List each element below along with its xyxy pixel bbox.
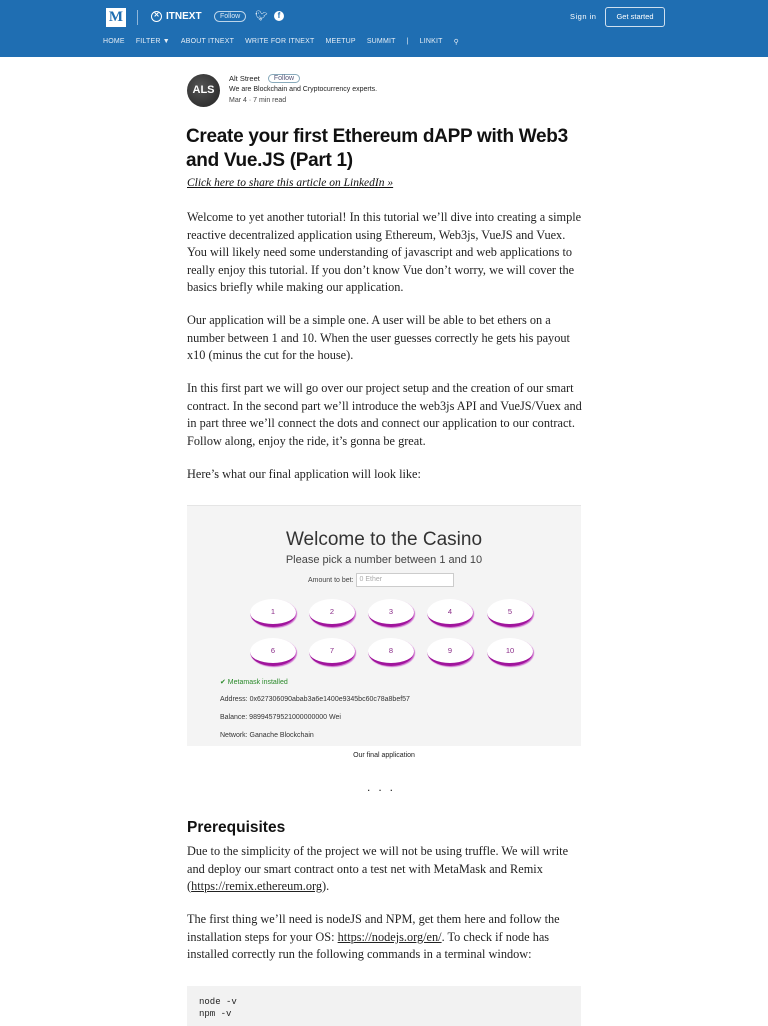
code-line: node -v xyxy=(199,997,237,1007)
network-text: Network: Ganache Blockchain xyxy=(220,732,314,739)
itnext-logo-icon: ✕ xyxy=(151,11,162,22)
number-button: 10 xyxy=(487,638,533,666)
author-description: We are Blockchain and Cryptocurrency experts. xyxy=(229,86,378,93)
address-text: Address: 0x627306090abab3a6e1400e9345bc60c78a8bef57 xyxy=(220,696,410,703)
bet-row xyxy=(308,573,454,587)
follow-publication-button[interactable]: Follow xyxy=(214,11,246,22)
number-button: 4 xyxy=(427,599,473,627)
text: The first thing we’ll need is nodeJS and NPM, get them here and follow the installation steps for your OS: xyxy=(187,912,560,944)
balance-text: Balance: 98994579521000000000 Wei xyxy=(220,714,341,721)
number-button: 7 xyxy=(309,638,355,666)
code-line: npm -v xyxy=(199,1009,232,1019)
sign-in-link[interactable]: Sign in xyxy=(570,12,597,21)
paragraph xyxy=(187,843,583,896)
text: ). xyxy=(322,879,330,894)
number-button: 2 xyxy=(309,599,355,627)
follow-author-button[interactable]: Follow xyxy=(268,74,300,83)
metamask-status: ✔ Metamask installed xyxy=(220,679,288,686)
paragraph: Welcome to yet another tutorial! In this tutorial we’ll dive into creating a simple reactive decentralized application using Ethereum, Web3js, VueJS and Vuex. You will likely need some understanding of javascript and web applications to really enjoy this tutorial. If you don’t know Vue don’t worry, we will cover the basics briefly while making our application. xyxy=(187,210,582,295)
text: . To check if node has installed correctly run the following commands in a terminal window: xyxy=(187,929,550,962)
publication-brand[interactable] xyxy=(151,11,202,22)
linkedin-share-link[interactable]: Click here to share this article on LinkedIn » xyxy=(187,177,394,189)
nav-meetup[interactable]: MEETUP xyxy=(325,38,356,45)
casino-title: Welcome to the Casino xyxy=(285,529,483,550)
nav-linkit[interactable]: LINKIT xyxy=(419,38,443,45)
text: Due to the simplicity of the project we will not be using truffle. We will write and deploy our smart contract onto a test net with MetaMask and Remix ( xyxy=(187,844,569,894)
twitter-icon[interactable]: 🐦︎ xyxy=(255,11,268,22)
casino-subtitle: Please pick a number between 1 and 10 xyxy=(285,554,483,566)
remix-link[interactable]: https://remix.ethereum.org xyxy=(191,879,323,894)
bet-input: 0 Ether xyxy=(356,573,454,587)
article-title: Create your first Ethereum dAPP with Web3 and Vue.JS (Part 1) xyxy=(186,126,568,171)
author-name[interactable]: Alt Street xyxy=(229,74,260,83)
author-name-row xyxy=(229,74,300,83)
nav-summit[interactable]: SUMMIT xyxy=(366,38,396,45)
nodejs-link[interactable]: https://nodejs.org/en/ xyxy=(337,929,442,944)
paragraph: Our application will be a simple one. A user will be able to bet ethers on a number between 1 and 10. When the user guesses correctly he gets his payout x10 (minus the cut for the house). xyxy=(187,313,570,363)
paragraph: In this first part we will go over our project setup and the creation of our smart contract. In the second part we’ll introduce the web3js API and VueJS/Vuex and in part three we’ll connect the dots and connect our application to our contract. Follow along, enjoy the ride, it’s gonna be great. xyxy=(187,381,582,448)
nav-separator: | xyxy=(406,38,409,45)
number-button: 5 xyxy=(487,599,533,627)
number-button: 6 xyxy=(250,638,296,666)
nav-filter[interactable]: FILTER ▼ xyxy=(135,38,170,45)
medium-logo[interactable]: M xyxy=(106,8,126,27)
section-heading: Prerequisites xyxy=(187,819,286,836)
nav-about[interactable]: ABOUT ITNEXT xyxy=(180,38,235,45)
bet-label: Amount to bet: xyxy=(308,576,354,584)
number-button: 1 xyxy=(250,599,296,627)
author-avatar[interactable]: ALS xyxy=(187,74,220,107)
number-button: 8 xyxy=(368,638,414,666)
divider xyxy=(137,10,138,25)
casino-app-screenshot xyxy=(187,505,581,746)
search-icon[interactable]: ⚲ xyxy=(453,39,459,46)
get-started-button[interactable]: Get started xyxy=(605,7,665,27)
facebook-icon[interactable]: f xyxy=(274,11,284,21)
top-header xyxy=(0,0,768,57)
brand-name: ITNEXT xyxy=(166,11,202,22)
section-separator: ... xyxy=(366,780,401,794)
code-block xyxy=(187,986,581,1026)
paragraph: Here’s what our final application will look like: xyxy=(187,467,421,481)
paragraph xyxy=(187,911,583,964)
nav-write[interactable]: WRITE FOR ITNEXT xyxy=(245,38,315,45)
figure-caption: Our final application xyxy=(353,752,415,759)
nav-home[interactable]: HOME xyxy=(103,38,125,45)
number-button: 3 xyxy=(368,599,414,627)
publication-nav xyxy=(103,38,459,46)
post-meta: Mar 4 · 7 min read xyxy=(229,97,287,104)
number-button: 9 xyxy=(427,638,473,666)
